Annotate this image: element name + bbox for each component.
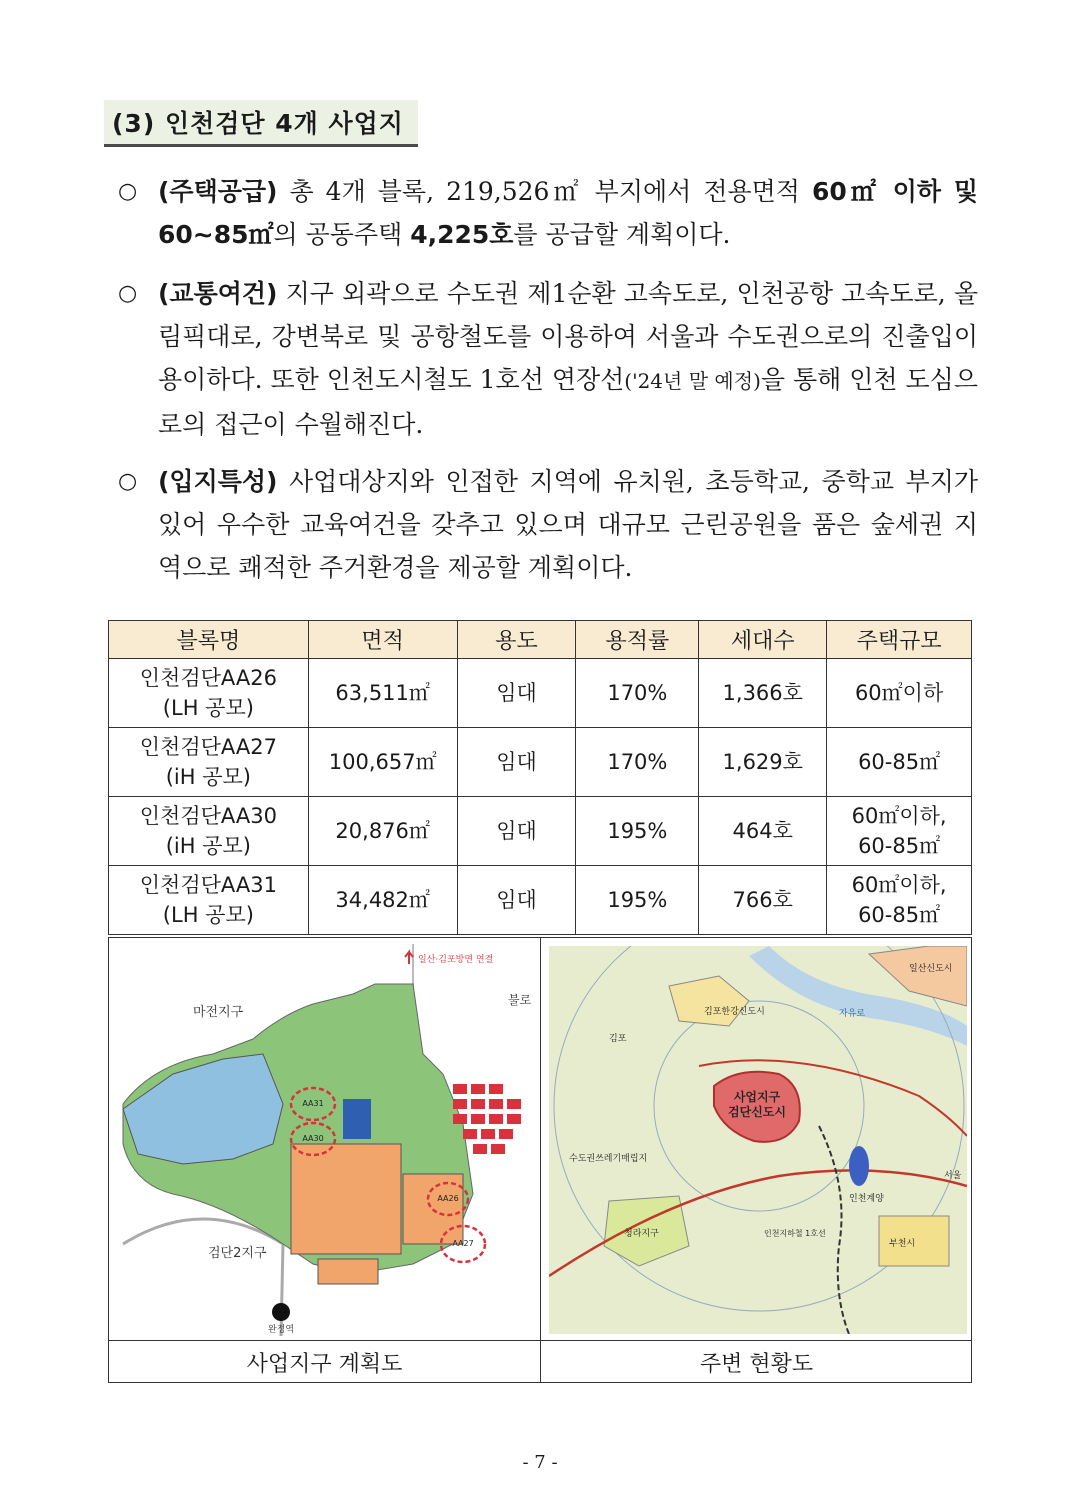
cell-use: 임대 — [457, 797, 576, 866]
paragraph-note: ('24년 말 예정) — [624, 369, 761, 393]
label-wanjeong: 완정역 — [267, 1325, 295, 1335]
label-link: 일산·김포방면 연결 — [418, 955, 494, 965]
paragraph-text: 을 통해 인천 도심으로의 접근이 수월해진다. — [158, 365, 978, 439]
paragraph-text: 총 4개 블록, 219,526㎡ 부지에서 전용면적 — [277, 177, 812, 206]
paragraph-text: 를 공급할 계획이다. — [513, 220, 731, 249]
paragraph-location — [118, 460, 978, 589]
cell-size: 60㎡이하, 60-85㎡ — [827, 866, 972, 935]
cell-units: 1,629호 — [699, 728, 827, 797]
label-seoul: 서울 — [944, 1171, 962, 1181]
table-row — [109, 797, 972, 866]
label-aa30: AA30 — [302, 1134, 324, 1143]
header-far: 용적률 — [576, 621, 699, 659]
cell-units: 464호 — [699, 797, 827, 866]
bullet: ○ — [118, 179, 138, 204]
label-majeon: 마전지구 — [193, 1005, 244, 1020]
paragraph-housing — [118, 170, 978, 256]
label-jayuro: 자유로 — [839, 1009, 866, 1019]
paragraph-bold: 60㎡ 이하 및 60~85㎡ — [158, 177, 978, 249]
cell-units: 766호 — [699, 866, 827, 935]
surrounding-map — [549, 946, 967, 1334]
header-block-name: 블록명 — [109, 621, 309, 659]
label-site2: 검단신도시 — [728, 1105, 786, 1119]
label-aa26: AA26 — [437, 1194, 459, 1203]
label-site: 사업지구 — [733, 1090, 781, 1104]
map2-caption: 주변 현황도 — [699, 1351, 814, 1377]
cell-far: 170% — [576, 659, 699, 728]
paragraph-label: (입지특성) — [158, 467, 278, 496]
paragraph-text: 의 공동주택 — [273, 220, 411, 249]
map1-caption: 사업지구 계획도 — [246, 1351, 403, 1377]
table-row — [109, 866, 972, 935]
cell-area: 100,657㎡ — [308, 728, 457, 797]
label-gyeyang: 인천계양 — [849, 1194, 884, 1204]
label-cheongna: 청라지구 — [624, 1229, 659, 1239]
paragraph-transport — [118, 272, 978, 446]
paragraph-text: 사업대상지와 인접한 지역에 유치원, 초등학교, 중학교 부지가 있어 우수한 교육여건을 갖추고 있으며 대규모 근린공원을 품은 숲세권 지역으로 쾌적한 주거환경을 제공할 계획이다. — [158, 467, 978, 582]
cell-size: 60㎡이하, 60-85㎡ — [827, 797, 972, 866]
district-plan-map — [113, 944, 536, 1336]
header-use: 용도 — [457, 621, 576, 659]
label-aa31: AA31 — [302, 1099, 324, 1108]
label-gimpo: 김포 — [609, 1034, 627, 1044]
cell-area: 34,482㎡ — [308, 866, 457, 935]
cell-far: 195% — [576, 866, 699, 935]
blocks-table — [108, 620, 972, 935]
cell-block-name: 인천검단AA30 (iH 공모) — [109, 797, 309, 866]
header-area: 면적 — [308, 621, 457, 659]
cell-use: 임대 — [457, 728, 576, 797]
paragraph-label: (교통여건) — [158, 279, 278, 308]
cell-size: 60-85㎡ — [827, 728, 972, 797]
cell-far: 170% — [576, 728, 699, 797]
label-line1: 인천지하철 1호선 — [764, 1229, 826, 1238]
section-title-text: (3) 인천검단 4개 사업지 — [112, 109, 404, 138]
section-title — [104, 100, 418, 147]
cell-block-name: 인천검단AA27 (iH 공모) — [109, 728, 309, 797]
label-landfill: 수도권쓰레기매립지 — [569, 1154, 648, 1164]
label-geomdan2: 검단2지구 — [208, 1246, 267, 1261]
cell-use: 임대 — [457, 866, 576, 935]
cell-block-name: 인천검단AA31 (LH 공모) — [109, 866, 309, 935]
header-size: 주택규모 — [827, 621, 972, 659]
bullet: ○ — [118, 469, 138, 494]
cell-size: 60㎡이하 — [827, 659, 972, 728]
cell-use: 임대 — [457, 659, 576, 728]
label-hangang: 김포한강신도시 — [704, 1007, 765, 1017]
table-row — [109, 728, 972, 797]
label-bullo: 불로 — [508, 993, 532, 1007]
cell-area: 20,876㎡ — [308, 797, 457, 866]
table-row — [109, 659, 972, 728]
page-number: - 7 - — [522, 1452, 558, 1473]
cell-units: 1,366호 — [699, 659, 827, 728]
paragraph-label: (주택공급) — [158, 177, 278, 206]
paragraph-bold: 4,225호 — [410, 220, 514, 249]
cell-far: 195% — [576, 797, 699, 866]
cell-block-name: 인천검단AA26 (LH 공모) — [109, 659, 309, 728]
cell-area: 63,511㎡ — [308, 659, 457, 728]
header-units: 세대수 — [699, 621, 827, 659]
label-bucheon: 부천시 — [889, 1239, 916, 1249]
label-ilsan: 일산신도시 — [909, 964, 953, 974]
maps-panel — [108, 937, 972, 1383]
label-aa27: AA27 — [452, 1239, 474, 1248]
table-header-row — [109, 621, 972, 659]
bullet: ○ — [118, 281, 138, 306]
paragraph-text: 지구 외곽으로 수도권 제1순환 고속도로, 인천공항 고속도로, 올림픽대로, 강변북로 및 공항철도를 이용하여 서울과 수도권으로의 진출입이 용이하다. 또한 인천도시철도 1호선 연장선 — [158, 279, 978, 394]
